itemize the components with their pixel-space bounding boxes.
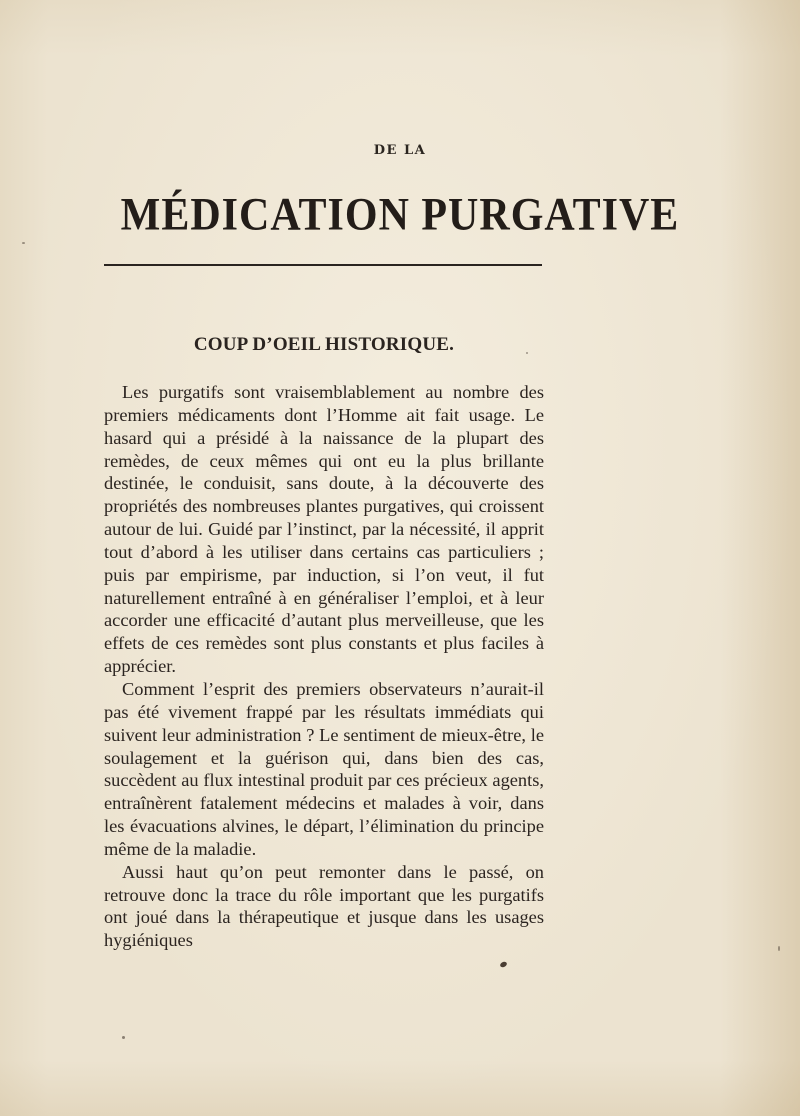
title-kicker: DE LA — [373, 143, 427, 158]
body-text — [104, 381, 544, 952]
page-title: MÉDICATION PURGATIVE — [120, 189, 680, 241]
paragraph-3: Aussi haut qu’on peut remonter dans le passé, on retrouve donc la trace du rôle important que les purgatifs ont joué dans la thérapeutique et jusque dans les usages hygiéniques — [104, 861, 544, 951]
ink-spot — [499, 961, 507, 968]
ink-spot — [526, 352, 528, 354]
section-heading: COUP D’OEIL HISTORIQUE. — [193, 334, 455, 355]
ink-spot — [22, 242, 25, 244]
paragraph-1: Les purgatifs sont vraisemblablement au nombre des premiers médicaments dont l’Homme ait fait usage. Le hasard qui a présidé à la naissance de la plupart des remèdes, de ceux mêmes qui ont eu la plus brillante destinée, le conduisit, sans doute, à la découverte des propriétés des nombreuses plantes purgatives, qui croissent autour de lui. Guidé par l’instinct, par la nécessité, il apprit tout d’abord à les utiliser dans certains cas particuliers ; puis par empirisme, par induction, si l’on veut, il fut naturellement entraîné à en généraliser l’emploi, et à leur accorder une efficacité d’autant plus merveilleuse, que les effets de ces remèdes sont plus constants et plus faciles à apprécier. — [104, 382, 544, 677]
ink-spot — [778, 946, 780, 951]
paragraph-2: Comment l’esprit des premiers observateurs n’aurait-il pas été vivement frappé par les résultats immédiats qui suivent leur administration ? Le sentiment de mieux-être, le soulagement et la guérison qui, dans bien des cas, succèdent au flux intestinal produit par ces précieux agents, entraînèrent fatalement médecins et malades à voir, dans les évacuations alvines, le départ, l’élimination du principe même de la maladie. — [104, 678, 544, 859]
ink-spot — [122, 1036, 125, 1039]
title-rule-divider — [104, 264, 542, 266]
